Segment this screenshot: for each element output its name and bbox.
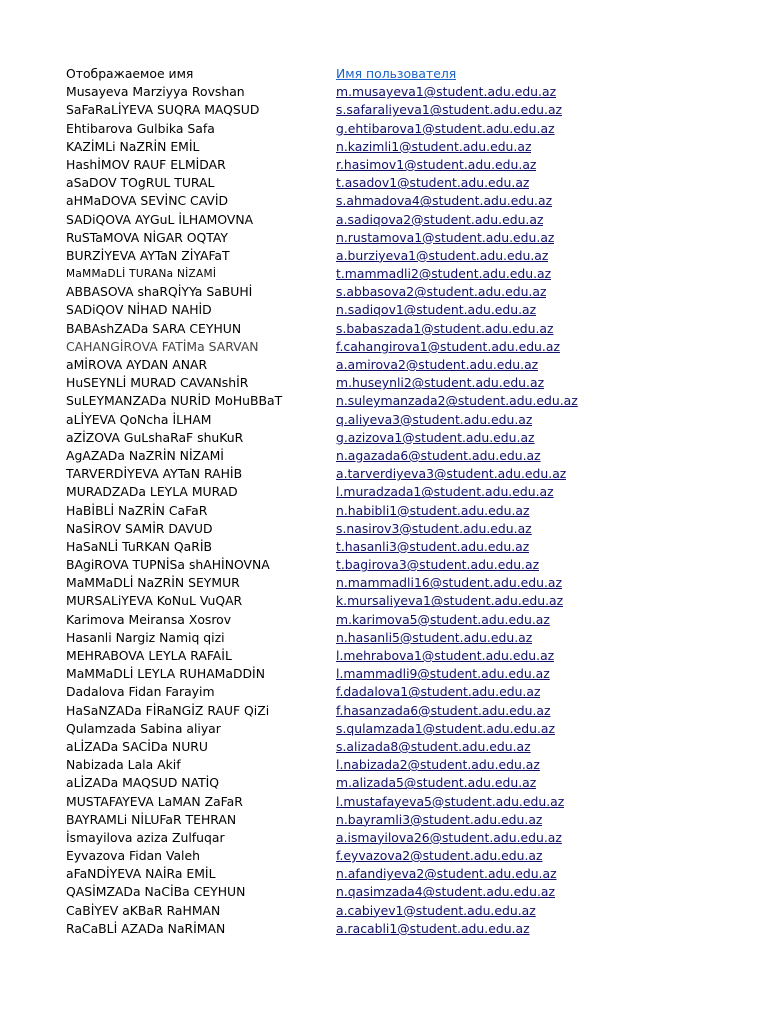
- email-link[interactable]: a.sadiqova2@student.adu.edu.az: [336, 211, 544, 227]
- display-name-cell: İsmayilova aziza Zulfuqar: [66, 829, 225, 845]
- table-row: [0, 520, 768, 538]
- table-row: [0, 101, 768, 119]
- display-name-cell: CAHANGİROVA FATİMa SARVAN: [66, 338, 259, 354]
- email-link[interactable]: t.bagirova3@student.adu.edu.az: [336, 557, 540, 573]
- table-row: [0, 920, 768, 938]
- display-name-cell: SuLEYMANZADa NURİD MoHuBBaT: [66, 393, 283, 409]
- display-name-cell: Qulamzada Sabina aliyar: [66, 720, 221, 736]
- table-row: [0, 465, 768, 483]
- email-link[interactable]: n.bayramli3@student.adu.edu.az: [336, 811, 543, 827]
- table-row: [0, 356, 768, 374]
- table-row: [0, 592, 768, 610]
- email-link[interactable]: f.eyvazova2@student.adu.edu.az: [336, 848, 543, 864]
- display-name-cell: MaMMaDLİ NaZRİN SEYMUR: [66, 575, 240, 591]
- display-name-cell: KAZİMLi NaZRİN EMİL: [66, 138, 200, 154]
- display-name-cell: MURSALiYEVA KoNuL VuQAR: [66, 593, 243, 609]
- display-name-cell: aLİZADa SACİDa NURU: [66, 738, 208, 754]
- email-link[interactable]: t.mammadli2@student.adu.edu.az: [336, 266, 552, 282]
- email-link[interactable]: n.mammadli16@student.adu.edu.az: [336, 575, 563, 591]
- email-link[interactable]: s.alizada8@student.adu.edu.az: [336, 738, 531, 754]
- email-link[interactable]: n.suleymanzada2@student.adu.edu.az: [336, 393, 578, 409]
- table-row: [0, 392, 768, 410]
- display-name-cell: QASİMZADa NaCİBa CEYHUN: [66, 884, 246, 900]
- table-row: [0, 411, 768, 429]
- email-link[interactable]: f.hasanzada6@student.adu.edu.az: [336, 702, 551, 718]
- email-link[interactable]: n.qasimzada4@student.adu.edu.az: [336, 884, 555, 900]
- table-row: [0, 538, 768, 556]
- display-name-cell: Nabizada Lala Akif: [66, 757, 181, 773]
- email-link[interactable]: q.aliyeva3@student.adu.edu.az: [336, 411, 533, 427]
- table-row: [0, 738, 768, 756]
- table-row: [0, 338, 768, 356]
- email-link[interactable]: m.musayeva1@student.adu.edu.az: [336, 84, 557, 100]
- display-name-cell: MURADZADa LEYLA MURAD: [66, 484, 238, 500]
- display-name-cell: RuSTaMOVA NİGAR OQTAY: [66, 229, 228, 245]
- email-link[interactable]: a.burziyeva1@student.adu.edu.az: [336, 247, 549, 263]
- table-row: [0, 120, 768, 138]
- display-name-cell: aZİZOVA GuLshaRaF shuKuR: [66, 429, 244, 445]
- table-row: [0, 629, 768, 647]
- header-row: [0, 65, 768, 83]
- username-header-link[interactable]: Имя пользователя: [336, 66, 457, 81]
- email-link[interactable]: a.ismayilova26@student.adu.edu.az: [336, 829, 562, 845]
- display-name-cell: HaSaNLİ TuRKAN QaRİB: [66, 538, 212, 554]
- display-name-cell: HuSEYNLİ MURAD CAVANshİR: [66, 375, 249, 391]
- table-row: [0, 829, 768, 847]
- display-name-cell: Ehtibarova Gulbika Safa: [66, 120, 215, 136]
- table-row: [0, 447, 768, 465]
- table-row: [0, 247, 768, 265]
- email-link[interactable]: k.mursaliyeva1@student.adu.edu.az: [336, 593, 564, 609]
- display-name-cell: NaSİROV SAMİR DAVUD: [66, 520, 213, 536]
- display-name-cell: CaBİYEV aKBaR RaHMAN: [66, 902, 221, 918]
- email-link[interactable]: t.hasanli3@student.adu.edu.az: [336, 538, 530, 554]
- email-link[interactable]: m.alizada5@student.adu.edu.az: [336, 775, 537, 791]
- display-name-cell: Hasanli Nargiz Namiq qizi: [66, 629, 225, 645]
- table-row: [0, 138, 768, 156]
- display-name-cell: SADiQOV NİHAD NAHİD: [66, 302, 212, 318]
- table-row: [0, 811, 768, 829]
- table-row: [0, 883, 768, 901]
- email-link[interactable]: n.habibli1@student.adu.edu.az: [336, 502, 530, 518]
- email-link[interactable]: t.asadov1@student.adu.edu.az: [336, 175, 530, 191]
- email-link[interactable]: g.azizova1@student.adu.edu.az: [336, 429, 535, 445]
- email-link[interactable]: l.mehrabova1@student.adu.edu.az: [336, 648, 555, 663]
- table-row: [0, 702, 768, 720]
- table-row: [0, 793, 768, 811]
- display-name-cell: BURZİYEVA AYTaN ZİYAFaT: [66, 247, 230, 263]
- email-link[interactable]: s.abbasova2@student.adu.edu.az: [336, 284, 547, 300]
- display-name-cell: BAYRAMLi NİLUFaR TEHRAN: [66, 811, 237, 827]
- display-name-cell: TARVERDİYEVA AYTaN RAHİB: [66, 466, 243, 482]
- table-row: [0, 556, 768, 574]
- display-name-cell: aFaNDİYEVA NAİRa EMİL: [66, 866, 216, 882]
- display-name-cell: aLİZADa MAQSUD NATİQ: [66, 775, 220, 791]
- email-link[interactable]: n.kazimli1@student.adu.edu.az: [336, 138, 532, 154]
- table-row: [0, 320, 768, 338]
- table-row: [0, 720, 768, 738]
- table-row: [0, 502, 768, 520]
- table-row: [0, 611, 768, 629]
- email-link[interactable]: n.agazada6@student.adu.edu.az: [336, 447, 541, 463]
- email-link[interactable]: l.nabizada2@student.adu.edu.az: [336, 757, 540, 773]
- email-link[interactable]: l.mustafayeva5@student.adu.edu.az: [336, 793, 565, 809]
- email-link[interactable]: n.afandiyeva2@student.adu.edu.az: [336, 866, 557, 882]
- table-row: [0, 301, 768, 319]
- table-row: [0, 756, 768, 774]
- display-name-cell: Dadalova Fidan Farayim: [66, 684, 215, 700]
- display-name-cell: aLİYEVA QoNcha İLHAM: [66, 411, 212, 427]
- display-name-cell: BAgiROVA TUPNİSa shAHİNOVNA: [66, 557, 270, 573]
- spreadsheet-table: [0, 65, 768, 938]
- display-name-cell: ABBASOVA shaRQİYYa SaBUHİ: [66, 284, 253, 300]
- table-row: [0, 192, 768, 210]
- display-name-cell: MaMMaDLİ LEYLA RUHAMaDDİN: [66, 666, 265, 682]
- display-name-cell: aMİROVA AYDAN ANAR: [66, 357, 208, 372]
- email-link[interactable]: s.babaszada1@student.adu.edu.az: [336, 320, 554, 336]
- table-row: [0, 174, 768, 192]
- email-link[interactable]: n.sadiqov1@student.adu.edu.az: [336, 302, 537, 318]
- email-link[interactable]: f.cahangirova1@student.adu.edu.az: [336, 338, 560, 354]
- table-row: [0, 847, 768, 865]
- email-link[interactable]: l.mammadli9@student.adu.edu.az: [336, 666, 550, 682]
- table-row: [0, 665, 768, 683]
- email-link[interactable]: m.huseynli2@student.adu.edu.az: [336, 375, 545, 391]
- display-name-header: Отображаемое имя: [66, 66, 194, 81]
- display-name-cell: BABAshZADa SARA CEYHUN: [66, 320, 242, 336]
- display-name-cell: HaSaNZADa FİRaNGİZ RAUF QiZi: [66, 702, 270, 718]
- table-row: [0, 683, 768, 701]
- table-body: [0, 83, 768, 938]
- email-link[interactable]: r.hasimov1@student.adu.edu.az: [336, 156, 537, 172]
- table-row: [0, 865, 768, 883]
- email-link[interactable]: g.ehtibarova1@student.adu.edu.az: [336, 120, 555, 136]
- table-row: [0, 265, 768, 283]
- email-link[interactable]: n.rustamova1@student.adu.edu.az: [336, 229, 555, 245]
- email-link[interactable]: a.amirova2@student.adu.edu.az: [336, 357, 539, 372]
- table-row: [0, 647, 768, 665]
- email-link[interactable]: l.muradzada1@student.adu.edu.az: [336, 484, 554, 500]
- table-row: [0, 211, 768, 229]
- table-row: [0, 156, 768, 174]
- display-name-cell: aSaDOV TOgRUL TURAL: [66, 175, 215, 191]
- table-row: [0, 774, 768, 792]
- display-name-cell: Karimova Meiransa Xosrov: [66, 611, 232, 627]
- email-link[interactable]: n.hasanli5@student.adu.edu.az: [336, 629, 533, 645]
- table-row: [0, 429, 768, 447]
- email-link[interactable]: f.dadalova1@student.adu.edu.az: [336, 684, 541, 700]
- display-name-cell: RaCaBLİ AZADa NaRİMAN: [66, 920, 226, 936]
- table-row: [0, 83, 768, 101]
- display-name-cell: HashİMOV RAUF ELMİDAR: [66, 156, 226, 172]
- display-name-cell: MUSTAFAYEVA LaMAN ZaFaR: [66, 793, 243, 809]
- display-name-cell: SaFaRaLİYEVA SUQRA MAQSUD: [66, 102, 260, 118]
- table-row: [0, 483, 768, 501]
- display-name-cell: aHMaDOVA SEVİNC CAVİD: [66, 193, 229, 209]
- table-row: [0, 574, 768, 592]
- table-row: [0, 283, 768, 301]
- email-link[interactable]: s.safaraliyeva1@student.adu.edu.az: [336, 102, 563, 118]
- display-name-cell: AgAZADa NaZRİN NİZAMİ: [66, 447, 224, 463]
- email-link[interactable]: s.nasirov3@student.adu.edu.az: [336, 520, 532, 536]
- email-link[interactable]: m.karimova5@student.adu.edu.az: [336, 611, 550, 627]
- display-name-cell: MaMMaDLİ TURANa NİZAMİ: [66, 268, 217, 281]
- display-name-cell: Musayeva Marziyya Rovshan: [66, 84, 245, 100]
- email-link[interactable]: a.racabli1@student.adu.edu.az: [336, 920, 530, 936]
- table-row: [0, 902, 768, 920]
- email-link[interactable]: s.qulamzada1@student.adu.edu.az: [336, 720, 555, 736]
- display-name-cell: MEHRABOVA LEYLA RAFAİL: [66, 648, 232, 663]
- email-link[interactable]: s.ahmadova4@student.adu.edu.az: [336, 193, 553, 209]
- display-name-cell: SADiQOVA AYGuL İLHAMOVNA: [66, 211, 254, 227]
- email-link[interactable]: a.cabiyev1@student.adu.edu.az: [336, 902, 536, 918]
- display-name-cell: HaBİBLİ NaZRİN CaFaR: [66, 502, 208, 518]
- table-row: [0, 374, 768, 392]
- email-link[interactable]: a.tarverdiyeva3@student.adu.edu.az: [336, 466, 567, 482]
- table-row: [0, 229, 768, 247]
- display-name-cell: Eyvazova Fidan Valeh: [66, 848, 200, 864]
